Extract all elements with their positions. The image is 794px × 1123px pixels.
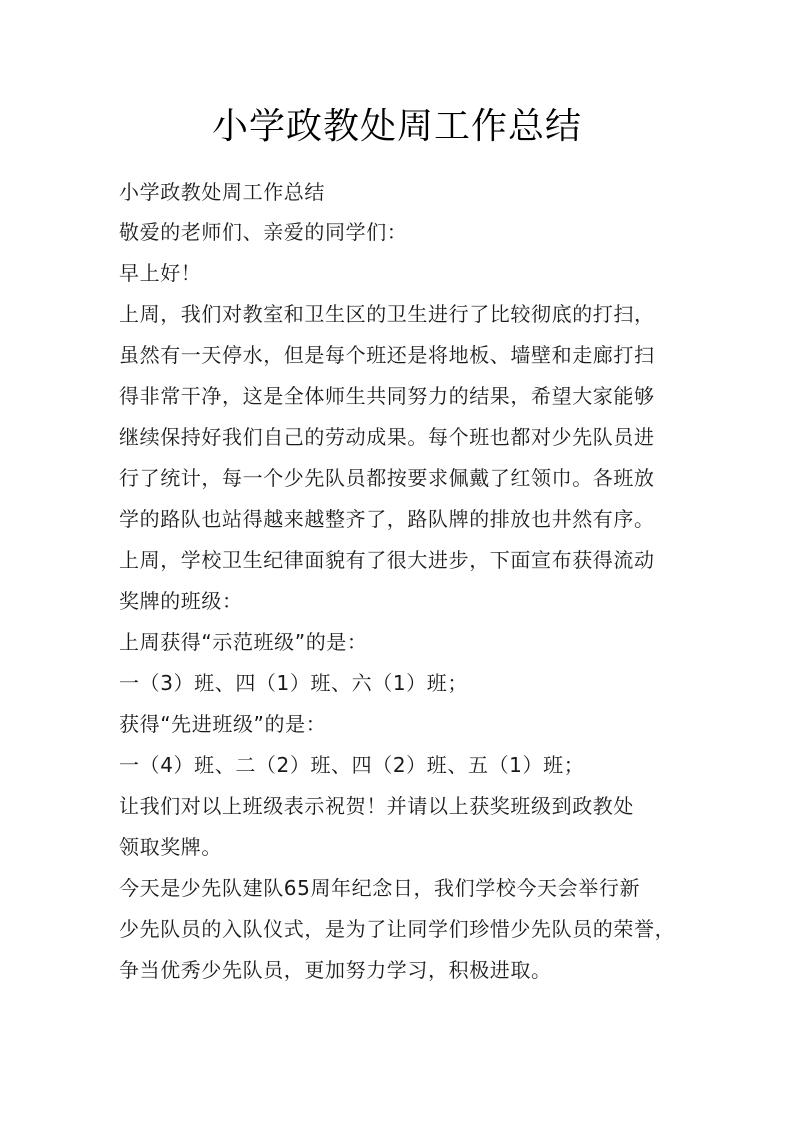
paragraph-line: 奖牌的班级： — [119, 589, 243, 613]
paragraph-line: 今天是少先队建队65周年纪念日，我们学校今天会举行新 — [119, 876, 641, 900]
paragraph-line: 小学政教处周工作总结 — [119, 180, 325, 204]
paragraph-line: 虽然有一天停水，但是每个班还是将地板、墙壁和走廊打扫 — [119, 343, 655, 367]
paragraph-line: 学的路队也站得越来越整齐了，路队牌的排放也井然有序。 — [119, 507, 655, 531]
paragraph-line: 继续保持好我们自己的劳动成果。每个班也都对少先队员进 — [119, 425, 655, 449]
paragraph-line: 行了统计，每一个少先队员都按要求佩戴了红领巾。各班放 — [119, 466, 655, 490]
document-title: 小学政教处周工作总结 — [211, 106, 582, 147]
paragraph-line: 争当优秀少先队员，更加努力学习，积极进取。 — [119, 958, 552, 982]
paragraph-line: 早上好！ — [119, 261, 202, 285]
paragraph-line: 领取奖牌。 — [119, 835, 222, 859]
paragraph-line: 上周，我们对教室和卫生区的卫生进行了比较彻底的打扫， — [119, 302, 655, 326]
paragraph-line: 敬爱的老师们、亲爱的同学们： — [119, 220, 408, 244]
paragraph-line: 上周获得“示范班级”的是： — [119, 630, 368, 654]
paragraph-line: 一（3）班、四（1）班、六（1）班； — [119, 671, 468, 695]
paragraph-line: 让我们对以上班级表示祝贺！并请以上获奖班级到政教处 — [119, 794, 634, 818]
paragraph-line: 一（4）班、二（2）班、四（2）班、五（1）班； — [119, 753, 585, 777]
paragraph-line: 上周，学校卫生纪律面貌有了很大进步，下面宣布获得流动 — [119, 548, 655, 572]
paragraph-line: 少先队员的入队仪式，是为了让同学们珍惜少先队员的荣誉， — [119, 917, 676, 941]
paragraph-line: 得非常干净，这是全体师生共同努力的结果，希望大家能够 — [119, 384, 655, 408]
paragraph-line: 获得“先进班级”的是： — [119, 712, 327, 736]
